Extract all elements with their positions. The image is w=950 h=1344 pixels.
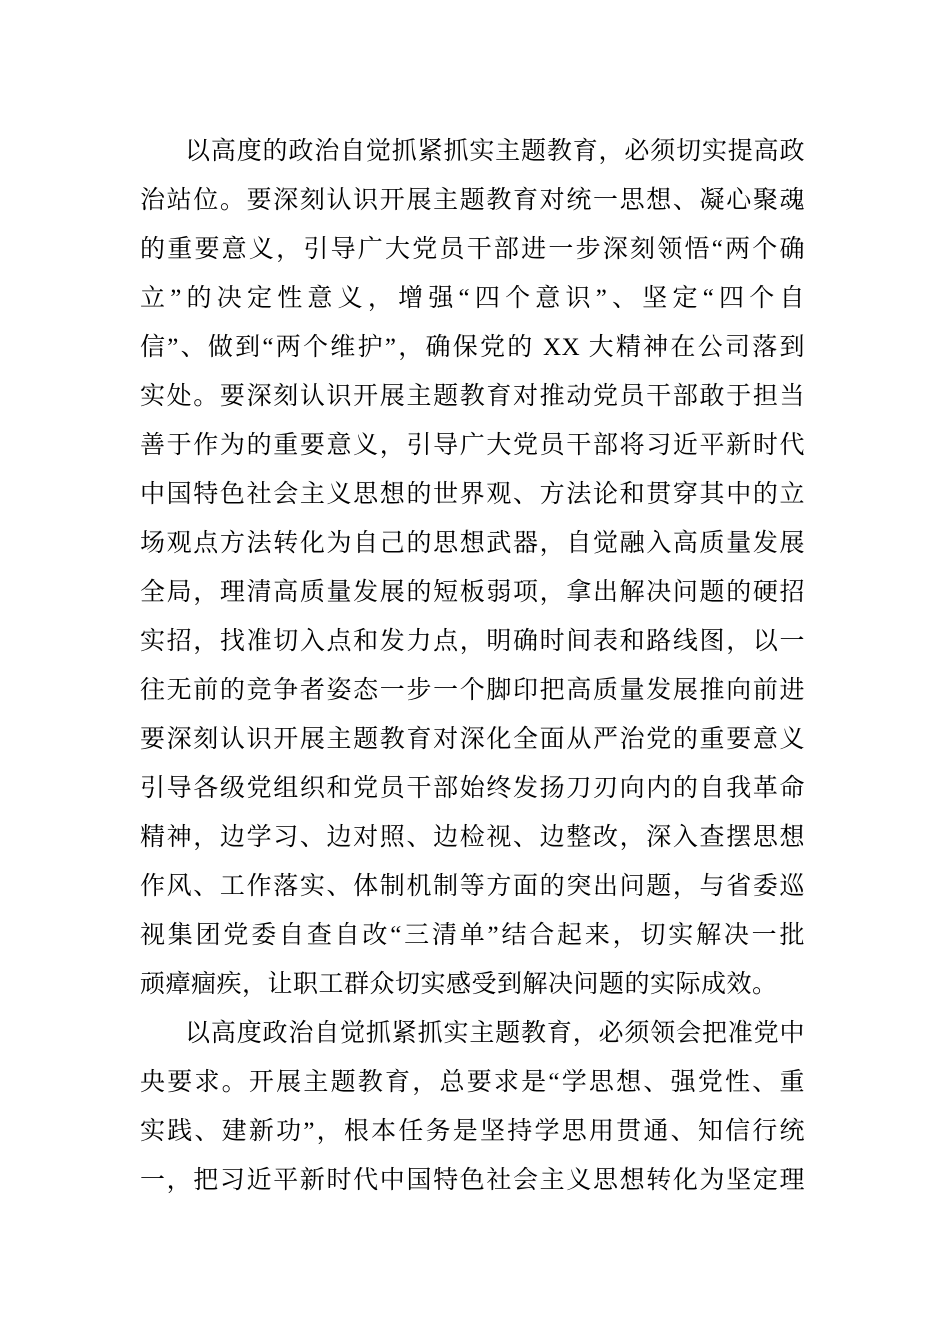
text-line: 全局，理清高质量发展的短板弱项，拿出解决问题的硬招 [140,579,805,606]
text-line: 视集团党委自查自改“三清单”结合起来，切实解决一批 [140,922,805,949]
text-line: 一，把习近平新时代中国特色社会主义思想转化为坚定理 [140,1167,805,1194]
text-line: 实招，找准切入点和发力点，明确时间表和路线图，以一 [140,628,805,655]
text-line: 治站位。要深刻认识开展主题教育对统一思想、凝心聚魂 [140,187,805,214]
text-line: 往无前的竞争者姿态一步一个脚印把高质量发展推向前进 [140,677,805,704]
text-line: 立”的决定性意义，增强“四个意识”、坚定“四个自 [140,285,805,312]
text-line: 中国特色社会主义思想的世界观、方法论和贯穿其中的立 [140,481,805,508]
paragraph-1 [140,127,805,1009]
text-line: 信”、做到“两个维护”，确保党的 XX 大精神在公司落到 [140,334,805,361]
text-line: 央要求。开展主题教育，总要求是“学思想、强党性、重 [140,1069,805,1096]
text-line: 以高度政治自觉抓紧抓实主题教育，必须领会把准党中 [185,1020,805,1047]
text-line: 作风、工作落实、体制机制等方面的突出问题，与省委巡 [140,873,805,900]
text-line: 顽瘴痼疾，让职工群众切实感受到解决问题的实际成效。 [140,971,778,998]
text-line: 的重要意义，引导广大党员干部进一步深刻领悟“两个确 [140,236,805,263]
paragraph-2 [140,1009,805,1205]
text-line: 要深刻认识开展主题教育对深化全面从严治党的重要意义 [140,726,805,753]
text-line: 场观点方法转化为自己的思想武器，自觉融入高质量发展 [140,530,805,557]
text-line: 引导各级党组织和党员干部始终发扬刀刃向内的自我革命 [140,775,805,802]
text-line: 善于作为的重要意义，引导广大党员干部将习近平新时代 [140,432,805,459]
text-line: 实处。要深刻认识开展主题教育对推动党员干部敢于担当 [140,383,805,410]
text-line: 以高度的政治自觉抓紧抓实主题教育，必须切实提高政 [185,138,805,165]
text-line: 精神，边学习、边对照、边检视、边整改，深入查摆思想 [140,824,805,851]
text-line: 实践、建新功”，根本任务是坚持学思用贯通、知信行统 [140,1118,805,1145]
